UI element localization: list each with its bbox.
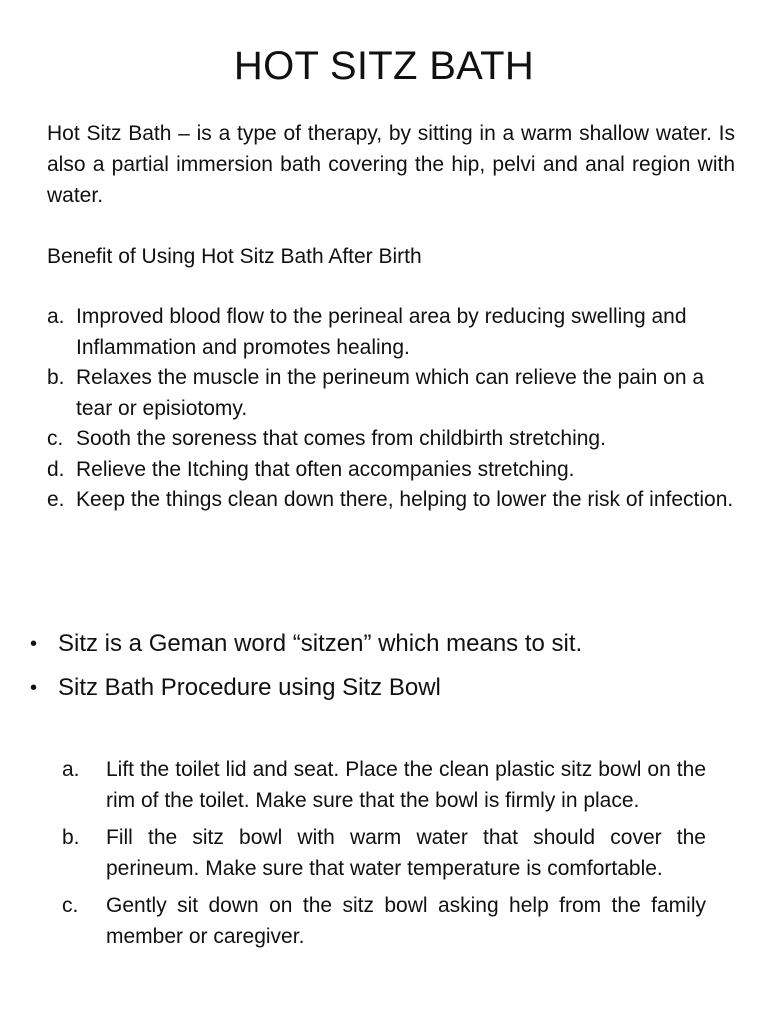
- benefit-item: [47, 363, 735, 424]
- intro-paragraph: Hot Sitz Bath – is a type of therapy, by sitting in a warm shallow water. Is also a partial immersion bath covering the hip, pelvi and anal region with water.: [47, 122, 735, 207]
- benefit-text: Improved blood flow to the perineal area by reducing swelling and Inflammation and promotes healing.: [76, 305, 687, 359]
- bullet-list: [30, 626, 740, 714]
- benefit-text: Relieve the Itching that often accompanies stretching.: [76, 457, 575, 481]
- benefits-list: [47, 302, 735, 516]
- benefit-text: Sooth the soreness that comes from childbirth stretching.: [76, 427, 606, 450]
- procedure-marker: b.: [62, 826, 80, 849]
- benefit-marker: b.: [47, 366, 65, 389]
- benefit-marker: e.: [47, 488, 65, 511]
- bullet-item: [30, 670, 740, 706]
- bullet-dot-icon: •: [30, 677, 38, 699]
- procedure-text: Fill the sitz bowl with warm water that should cover the perineum. Make sure that water temperature is comfortable.: [106, 826, 706, 880]
- procedure-list: [62, 755, 706, 959]
- benefit-item: [47, 455, 735, 486]
- benefit-marker: a.: [47, 305, 65, 328]
- benefit-marker: c.: [47, 427, 64, 450]
- benefit-item: [47, 424, 735, 455]
- benefit-text: Keep the things clean down there, helping to lower the risk of infection.: [76, 488, 734, 511]
- procedure-step: [62, 755, 706, 816]
- procedure-step: [62, 823, 706, 884]
- page-title: HOT SITZ BATH: [233, 44, 535, 88]
- bullet-text: Sitz Bath Procedure using Sitz Bowl: [58, 674, 441, 701]
- procedure-step: [62, 891, 706, 952]
- benefits-heading: Benefit of Using Hot Sitz Bath After Birth: [47, 245, 422, 268]
- benefit-item: [47, 485, 735, 516]
- bullet-item: [30, 626, 740, 662]
- procedure-marker: a.: [62, 758, 80, 781]
- benefit-text: Relaxes the muscle in the perineum which can relieve the pain on a tear or episiotomy.: [76, 366, 705, 420]
- procedure-marker: c.: [62, 894, 79, 917]
- procedure-text: Lift the toilet lid and seat. Place the clean plastic sitz bowl on the rim of the toilet. Make sure that the bowl is firmly in place.: [106, 758, 706, 812]
- benefit-item: [47, 302, 735, 363]
- bullet-text: Sitz is a Geman word “sitzen” which means to sit.: [58, 630, 583, 657]
- procedure-text: Gently sit down on the sitz bowl asking help from the family member or caregiver.: [106, 894, 706, 948]
- benefit-marker: d.: [47, 457, 65, 481]
- bullet-dot-icon: •: [30, 633, 38, 655]
